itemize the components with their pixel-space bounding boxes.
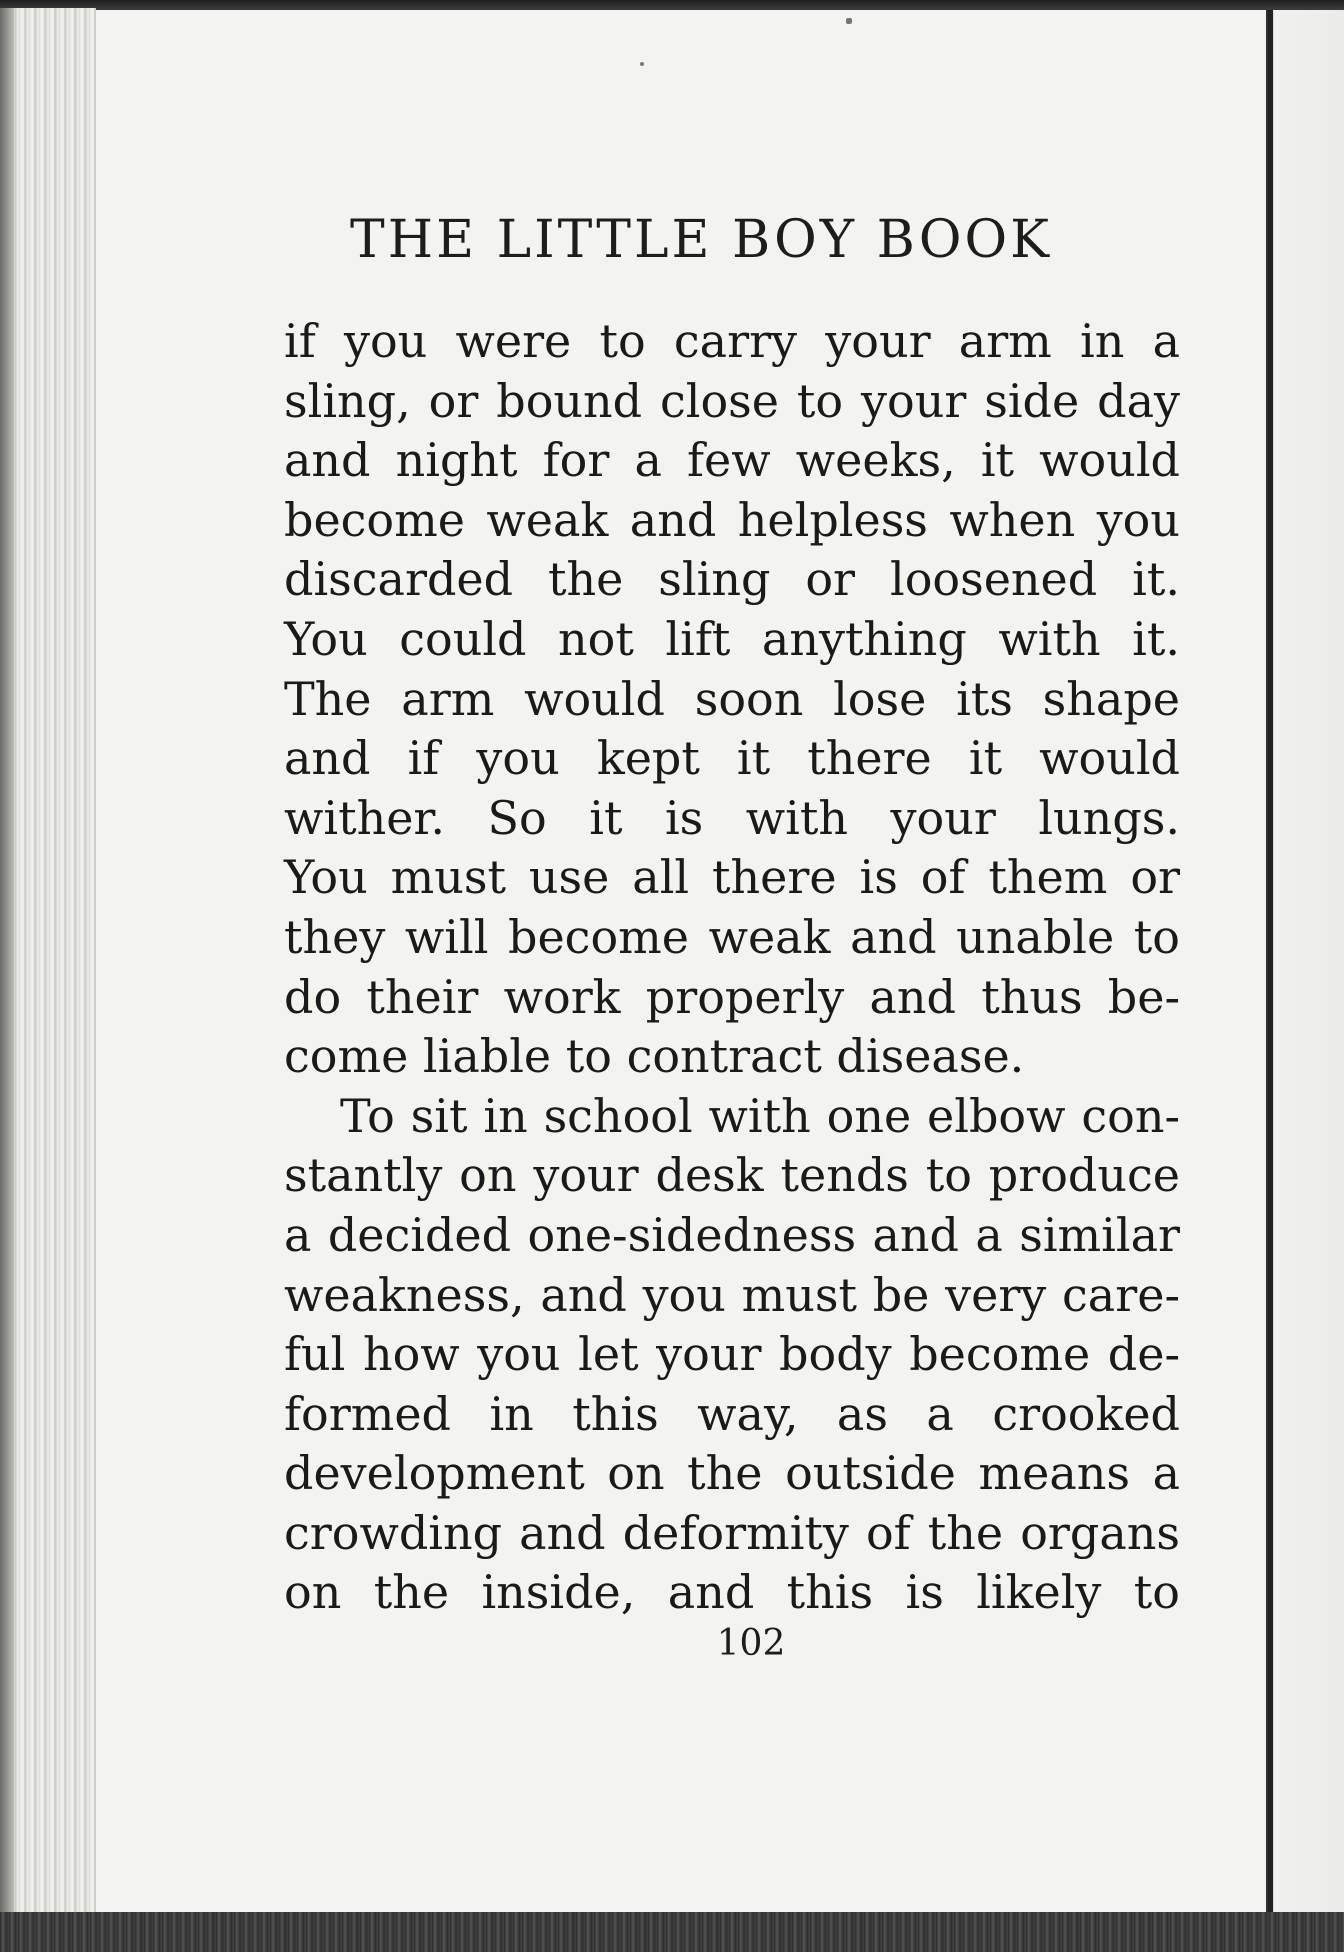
paragraph-2 (284, 1087, 1180, 1623)
book-page-edges (0, 8, 96, 1918)
text-line: You must use all there is of them or (284, 850, 1180, 905)
text-line: stantly on your desk tends to produce (284, 1148, 1180, 1203)
book-spine-shadow (0, 8, 14, 1918)
text-line: a decided one-sidedness and a similar (284, 1207, 1180, 1262)
text-line: if you were to carry your arm in a (284, 314, 1180, 368)
text-line: development on the outside means a (284, 1446, 1180, 1501)
text-line: weakness, and you must be very care- (284, 1267, 1180, 1322)
text-line: To sit in school with one elbow con- (340, 1088, 1180, 1143)
text-line: discarded the sling or loosened it. (284, 552, 1180, 607)
facing-page-edge (1266, 10, 1344, 1912)
page-number: 102 (716, 1623, 786, 1664)
text-line: The arm would soon lose its shape (284, 671, 1180, 726)
text-line: ful how you let your body become de- (284, 1327, 1180, 1382)
running-head: THE LITTLE BOY BOOK (350, 210, 1052, 270)
text-line: and night for a few weeks, it would (284, 433, 1180, 488)
paper-speck (846, 18, 852, 24)
paper-speck (640, 62, 644, 66)
scan-bottom-edge (0, 1912, 1344, 1952)
text-line: become weak and helpless when you (284, 492, 1180, 547)
text-line: crowding and deformity of the organs (284, 1505, 1180, 1560)
text-line: come liable to contract disease. (284, 1029, 1025, 1084)
text-line: and if you kept it there it would (284, 731, 1180, 786)
body-text (284, 312, 1180, 1623)
text-line: do their work properly and thus be- (284, 969, 1180, 1024)
text-line: formed in this way, as a crooked (284, 1386, 1180, 1441)
text-line: they will become weak and unable to (284, 909, 1180, 964)
paragraph-1 (284, 312, 1180, 1087)
text-line: wither. So it is with your lungs. (284, 790, 1180, 845)
text-line: sling, or bound close to your side day (284, 373, 1180, 428)
text-line: You could not lift anything with it. (284, 611, 1180, 666)
text-line: on the inside, and this is likely to (284, 1565, 1180, 1620)
page-border-rule (1268, 10, 1273, 1912)
